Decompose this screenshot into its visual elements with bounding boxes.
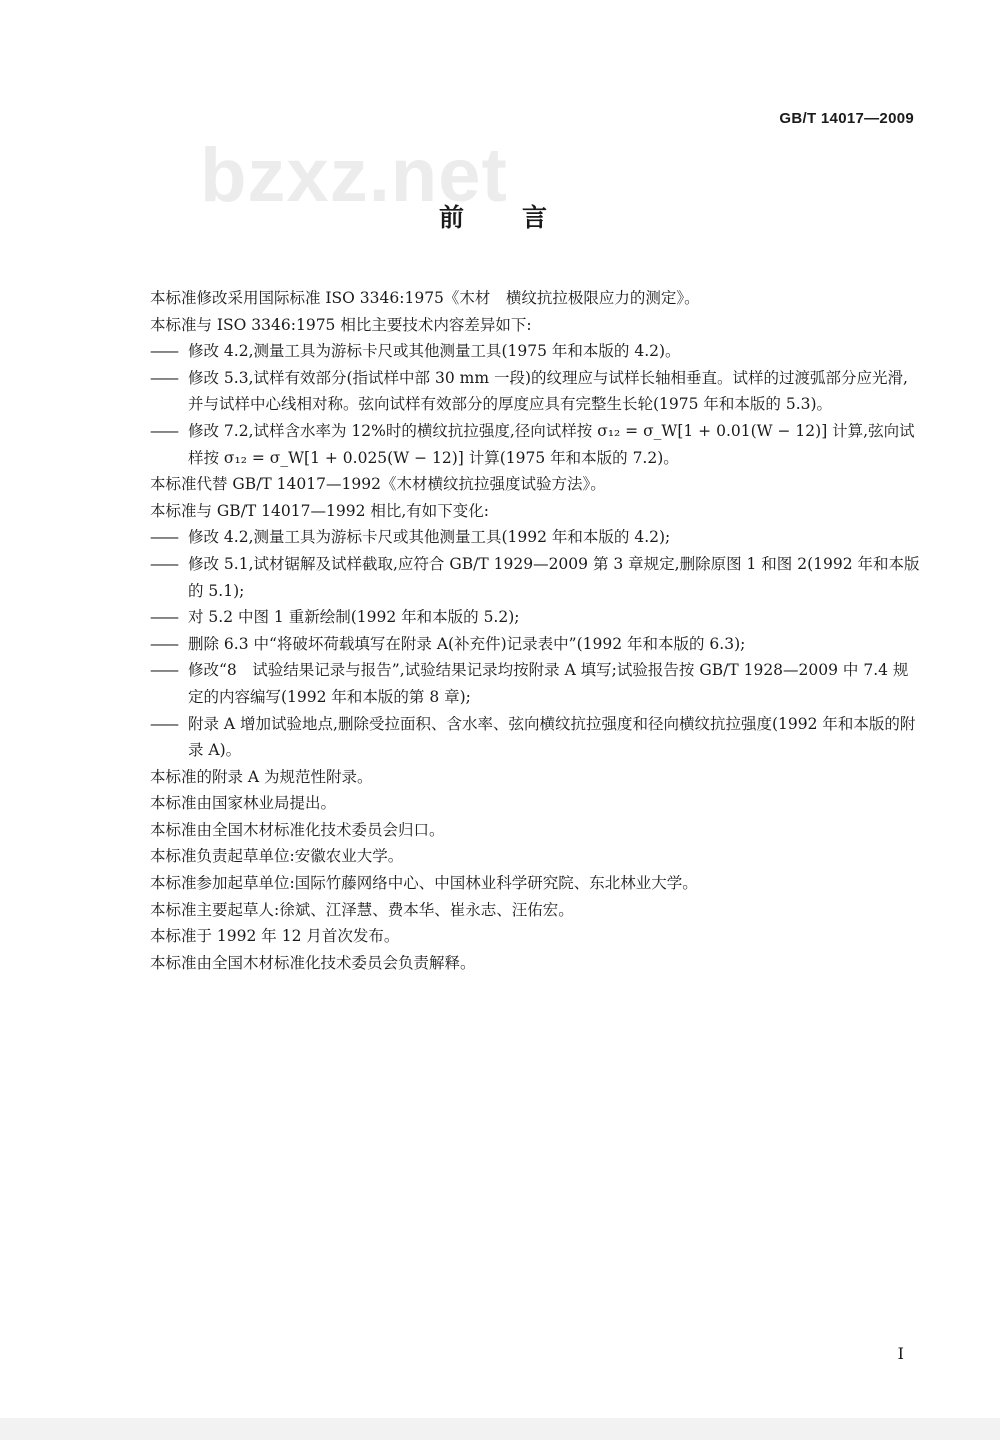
dash-marker: —— bbox=[150, 528, 177, 547]
paragraph: 本标准于 1992 年 12 月首次发布。 bbox=[150, 927, 400, 946]
paragraph: 本标准由国家林业局提出。 bbox=[150, 794, 337, 813]
list-item: —— 附录 A 增加试验地点,删除受拉面积、含水率、弦向横纹抗拉强度和径向横纹抗拉强度(1992 年和本版的附录 A)。 bbox=[150, 711, 920, 764]
watermark: bzxz.net bbox=[200, 133, 508, 218]
paragraph: 本标准参加起草单位:国际竹藤网络中心、中国林业科学研究院、东北林业大学。 bbox=[150, 874, 698, 893]
dash-marker: —— bbox=[150, 421, 177, 440]
list-item: —— 修改 4.2,测量工具为游标卡尺或其他测量工具(1975 年和本版的 4.2)。 bbox=[150, 338, 920, 365]
list-item: —— 删除 6.3 中“将破坏荷载填写在附录 A(补充件)记录表中”(1992 年和本版的 6.3); bbox=[150, 631, 920, 658]
paragraph: 本标准与 ISO 3346:1975 相比主要技术内容差异如下: bbox=[150, 315, 532, 334]
paragraph: 本标准与 GB/T 14017—1992 相比,有如下变化: bbox=[150, 501, 490, 520]
dash-marker: —— bbox=[150, 554, 177, 573]
foreword-body bbox=[150, 285, 920, 976]
dash-marker: —— bbox=[150, 661, 177, 680]
list-item: —— 修改“8 试验结果记录与报告”,试验结果记录均按附录 A 填写;试验报告按 GB/T 1928—2009 中 7.4 规定的内容编写(1992 年和本版的第 8 章); bbox=[150, 657, 920, 710]
paragraph: 本标准的附录 A 为规范性附录。 bbox=[150, 767, 373, 786]
paragraph: 本标准由全国木材标准化技术委员会负责解释。 bbox=[150, 953, 476, 972]
list-item: —— 修改 5.1,试材锯解及试样截取,应符合 GB/T 1929—2009 第 3 章规定,删除原图 1 和图 2(1992 年和本版的 5.1); bbox=[150, 551, 920, 604]
list-item: —— 对 5.2 中图 1 重新绘制(1992 年和本版的 5.2); bbox=[150, 604, 920, 631]
paragraph: 本标准由全国木材标准化技术委员会归口。 bbox=[150, 820, 445, 839]
list-item: —— 修改 4.2,测量工具为游标卡尺或其他测量工具(1992 年和本版的 4.2); bbox=[150, 524, 920, 551]
list-item: —— 修改 5.3,试样有效部分(指试样中部 30 mm 一段)的纹理应与试样长轴相垂直。试样的过渡弧部分应光滑,并与试样中心线相对称。弦向试样有效部分的厚度应具有完整生长轮(1975 年和本版的 5.3)。 bbox=[150, 365, 920, 418]
paragraph: 本标准代替 GB/T 14017—1992《木材横纹抗拉强度试验方法》。 bbox=[150, 475, 606, 494]
dash-marker: —— bbox=[150, 608, 177, 627]
dash-marker: —— bbox=[150, 342, 177, 361]
page-number: I bbox=[897, 1344, 904, 1363]
paragraph: 本标准主要起草人:徐斌、江泽慧、费本华、崔永志、汪佑宏。 bbox=[150, 900, 574, 919]
page-title: 前言 bbox=[438, 203, 605, 232]
paragraph: 本标准负责起草单位:安徽农业大学。 bbox=[150, 847, 404, 866]
standard-code: GB/T 14017—2009 bbox=[779, 110, 914, 127]
dash-marker: —— bbox=[150, 714, 177, 733]
dash-marker: —— bbox=[150, 634, 177, 653]
bottom-scan-edge bbox=[0, 1418, 1000, 1440]
paragraph: 本标准修改采用国际标准 ISO 3346:1975《木材 横纹抗拉极限应力的测定》。 bbox=[150, 289, 700, 307]
list-item: —— 修改 7.2,试样含水率为 12%时的横纹抗拉强度,径向试样按 σ₁₂ = σ_W[1 + 0.01(W − 12)] 计算,弦向试样按 σ₁₂ = σ_W[1 + 0.025(W − 12)] 计算(1975 年和本版的 7.2)。 bbox=[150, 418, 920, 471]
dash-marker: —— bbox=[150, 368, 177, 387]
